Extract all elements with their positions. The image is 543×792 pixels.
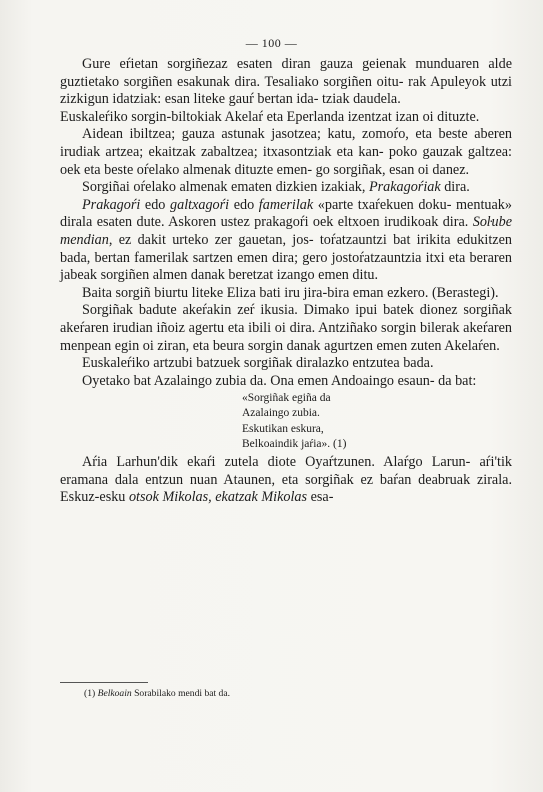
verse-line: Belkoaindik jaŕia». (1): [242, 437, 347, 450]
paragraph-text: esa-: [307, 489, 334, 506]
paragraph: [60, 179, 512, 197]
paragraph-text: edo: [140, 196, 170, 213]
paragraph-text: , ez dakit urteko zer gauetan, jos- toŕatzauntzi bat irikita edukitzen bada, bertan famerilak sartzen emen dira; gero jostoŕatzauntzia itxi eta beraren jabeak sorgiñen almen danak beretzat izango emen ditu.: [60, 231, 512, 284]
emphasis: Prakagoŕiak: [368, 179, 441, 196]
footnote-number: (1): [84, 688, 96, 699]
paragraph: Euskaleŕiko sorgin-biltokiak Akelaŕ eta Eperlanda izentzat izan oi dituzte.: [60, 108, 480, 125]
paragraph-text: edo: [229, 196, 259, 213]
verse-line: Eskutikan eskura,: [242, 422, 324, 435]
paragraph: [60, 197, 512, 285]
page-number: — 100 —: [245, 36, 298, 50]
body-text: [60, 56, 512, 507]
footnote: [62, 688, 502, 700]
emphasis: otsok Mikolas, ekatzak Mikolas: [128, 489, 308, 506]
paragraph: Aidean ibiltzea; gauza astunak jasotzea; katu, zomoŕo, eta beste aberen irudiak artzea; ekaitzak zabaltzea; itxasontziak eta kan- poko gauzak galtzea: oek eta beste oŕelako almenak dituzte emen- go sorgiñak, esan oi danez.: [60, 126, 512, 178]
emphasis: Belkoain: [97, 688, 132, 699]
emphasis: Soŀube mendian: [60, 214, 512, 248]
paragraph-text: Aŕia Larhun'dik ekaŕi zutela diote Oyaŕtzunen. Alaŕgo Larun- aŕi'tik eramana dala entzun nuan Ataunen, eta sorgiñak ez baŕan deabruak zirala. Eskuz-esku: [60, 454, 512, 506]
footnote-divider: [60, 682, 148, 683]
emphasis: Prakagoŕi: [82, 196, 141, 213]
paragraph: Baita sorgiñ biurtu liteke Eliza bati iru jira-bira eman ezkero. (Berastegi).: [82, 284, 499, 301]
paragraph-text: Sorgiñai oŕelako almenak ematen dizkien izakiak,: [82, 179, 369, 196]
verse-line: Azalaingo zubia.: [242, 407, 320, 420]
paragraph: Euskaleŕiko artzubi batzuek sorgiñak diralazko entzutea bada.: [82, 355, 434, 372]
paragraph-text: dira.: [440, 179, 470, 196]
paragraph: Oyetako bat Azalaingo zubia da. Ona emen Andoaingo esaun- da bat:: [82, 372, 477, 389]
paragraph-text: «parte txaŕekuen doku- mentuak» dirala esaten dute. Askoren ustez prakagoŕi oek eltxoen irudikoak dira.: [60, 196, 512, 231]
paragraph: Gure eŕietan sorgiñezaz esaten diran gauza geienak munduaren alde guztietako sorgiñen esakunak dira. Tesaliako sorgiñen oitu- rak Apuleyok utzi zizkigun idatziak: esan liteke gauŕ bertan ida- tziak daudela.: [60, 56, 512, 108]
paragraph: [60, 454, 512, 507]
verse-block: [60, 391, 512, 452]
paragraph: Sorgiñak badute akeŕakin zeŕ ikusia. Dimako ipui batek dionez sorgiñak akeŕaren irudian iñoiz agertu eta ibili oi dira. Antziñako sorgin bilerak akeŕaren menpean egin oi ziran, eta beura sorgin danak agurtzen emen zuten Akelaŕen.: [60, 302, 512, 354]
verse-line: «Sorgiñak egiña da: [242, 392, 331, 405]
footnote-text: Sorabilako mendi bat da.: [131, 688, 231, 699]
emphasis: galtxagoŕi: [170, 196, 230, 213]
emphasis: famerilak: [258, 196, 314, 213]
